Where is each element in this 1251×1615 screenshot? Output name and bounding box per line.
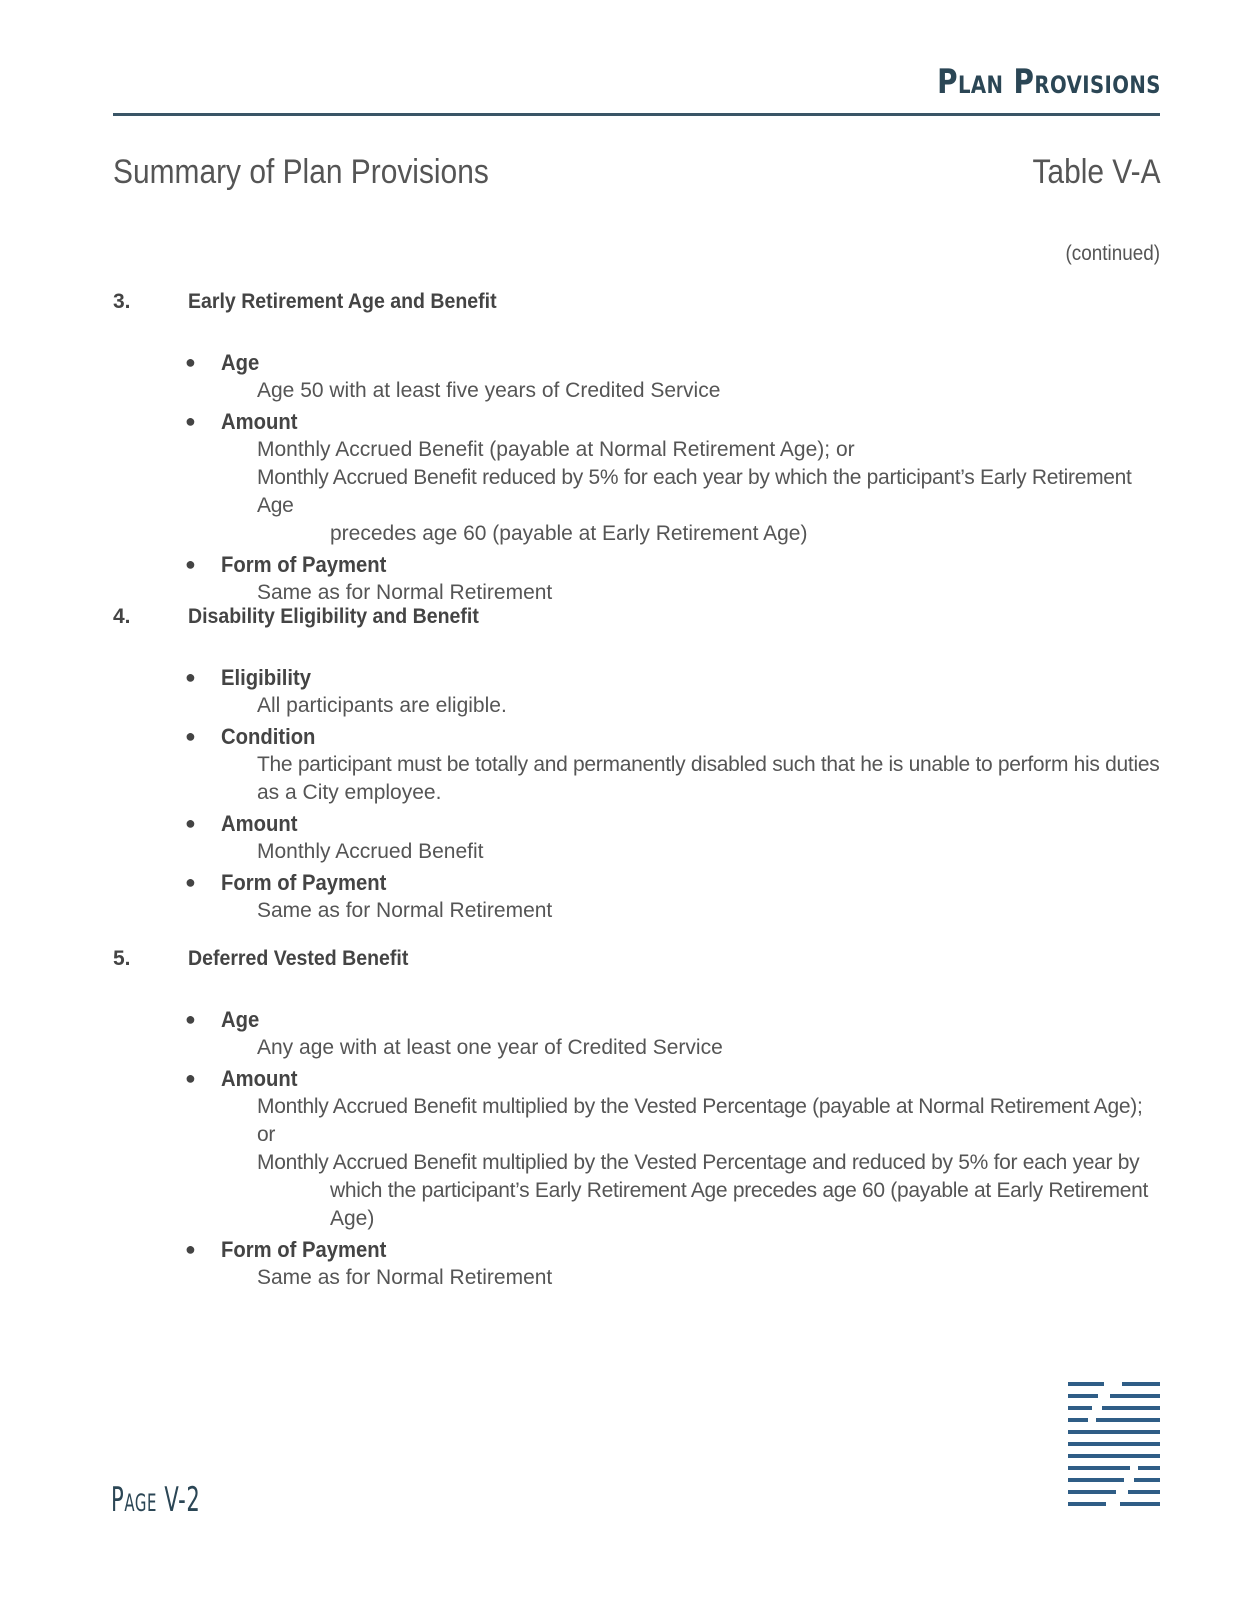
item-text: Age) xyxy=(330,1207,375,1230)
bullet-icon: ● xyxy=(185,667,196,687)
bullet-icon: ● xyxy=(185,1068,196,1088)
item-text: Same as for Normal Retirement xyxy=(257,899,553,922)
item-text: Monthly Accrued Benefit reduced by 5% for each year by which the participant’s Early Retirement Age xyxy=(257,466,1132,517)
item-text: which the participant’s Early Retirement Age precedes age 60 (payable at Early Retirement xyxy=(330,1179,1149,1202)
item-text: precedes age 60 (payable at Early Retirement Age) xyxy=(330,522,808,545)
list-item xyxy=(113,868,1160,925)
header-rule xyxy=(113,113,1160,116)
item-label: Form of Payment xyxy=(221,1237,387,1262)
item-label: Condition xyxy=(221,724,316,749)
list-item xyxy=(113,1064,1160,1233)
table-id: Table V-A xyxy=(1032,153,1161,191)
section-title: Disability Eligibility and Benefit xyxy=(188,605,479,628)
item-text: Monthly Accrued Benefit (payable at Normal Retirement Age); or xyxy=(257,438,855,461)
continued-note: (continued) xyxy=(1065,242,1160,265)
bullet-icon: ● xyxy=(185,872,196,892)
list-item xyxy=(113,809,1160,866)
item-label: Age xyxy=(221,1007,260,1032)
page-number: Page V-2 xyxy=(111,1480,201,1520)
item-label: Eligibility xyxy=(221,665,311,690)
section-number: 5. xyxy=(113,947,131,970)
item-label: Amount xyxy=(221,811,298,836)
item-text: as a City employee. xyxy=(257,781,442,804)
list-item xyxy=(113,407,1160,548)
section-number: 3. xyxy=(113,290,131,313)
section-title: Early Retirement Age and Benefit xyxy=(188,290,497,313)
section-items xyxy=(113,1005,1160,1292)
item-text: The participant must be totally and permanently disabled such that he is unable to perform his duties xyxy=(257,753,1160,776)
bullet-icon: ● xyxy=(185,554,196,574)
bullet-icon: ● xyxy=(185,352,196,372)
list-item xyxy=(113,1235,1160,1292)
bullet-icon: ● xyxy=(185,1009,196,1029)
document-title: Summary of Plan Provisions xyxy=(113,153,489,191)
section-items xyxy=(113,348,1160,607)
bullet-icon: ● xyxy=(185,1239,196,1259)
list-item xyxy=(113,1005,1160,1062)
item-text: Any age with at least one year of Credited Service xyxy=(257,1036,723,1059)
list-item xyxy=(113,663,1160,720)
bullet-icon: ● xyxy=(185,813,196,833)
item-label: Age xyxy=(221,350,260,375)
item-text: Same as for Normal Retirement xyxy=(257,581,553,604)
section-items xyxy=(113,663,1160,925)
item-label: Form of Payment xyxy=(221,870,387,895)
item-text: Age 50 with at least five years of Credited Service xyxy=(257,379,721,402)
bullet-icon: ● xyxy=(185,726,196,746)
item-label: Form of Payment xyxy=(221,552,387,577)
item-text: All participants are eligible. xyxy=(257,694,507,717)
item-text: Monthly Accrued Benefit multiplied by the Vested Percentage and reduced by 5% for each year by xyxy=(257,1151,1140,1174)
list-item xyxy=(113,550,1160,607)
list-item xyxy=(113,722,1160,807)
bullet-icon: ● xyxy=(185,411,196,431)
section-title: Deferred Vested Benefit xyxy=(188,947,409,970)
list-item xyxy=(113,348,1160,405)
item-label: Amount xyxy=(221,409,298,434)
item-text: Monthly Accrued Benefit xyxy=(257,840,484,863)
section-header-label: Plan Provisions xyxy=(937,62,1161,102)
item-label: Amount xyxy=(221,1066,298,1091)
item-text: Monthly Accrued Benefit multiplied by the Vested Percentage (payable at Normal Retirement Age); or xyxy=(257,1095,1143,1146)
item-text: Same as for Normal Retirement xyxy=(257,1266,553,1289)
segal-stripes-logo-icon xyxy=(1068,1378,1160,1512)
section-number: 4. xyxy=(113,605,131,628)
